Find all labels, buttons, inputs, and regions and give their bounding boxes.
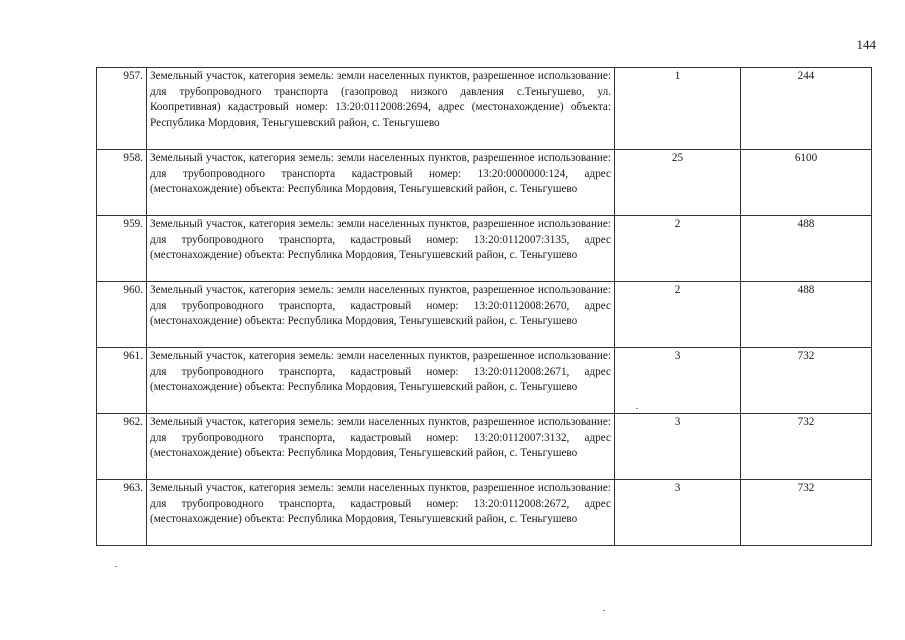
row-description: Земельный участок, категория земель: земли населенных пунктов, разрешенное использование: для трубопроводного транспорта, кадастровый номер: 13:20:0112008:2671, адрес (местонахождение) объекта: Республика Мордовия, Теньгушевский район, с. Теньгушево [147,348,615,414]
row-number: 958. [97,150,147,216]
row-number: 962. [97,414,147,480]
table-row [97,348,872,414]
row-description: Земельный участок, категория земель: земли населенных пунктов, разрешенное использование: для трубопроводного транспорта кадастровый номер: 13:20:0000000:124, адрес (местонахождение) объекта: Республика Мордовия, Теньгушевский район, с. Теньгушево [147,150,615,216]
table-row [97,150,872,216]
scan-speck [603,610,605,611]
row-area: 488 [741,282,872,348]
row-quantity: 25 [615,150,741,216]
row-description: Земельный участок, категория земель: земли населенных пунктов, разрешенное использование: для трубопроводного транспорта, кадастровый номер: 13:20:0112007:3135, адрес (местонахождение) объекта: Республика Мордовия, Теньгушевский район, с. Теньгушево [147,216,615,282]
row-quantity: 3 [615,480,741,546]
row-description: Земельный участок, категория земель: земли населенных пунктов, разрешенное использование: для трубопроводного транспорта, кадастровый номер: 13:20:0112007:3132, адрес (местонахождение) объекта: Республика Мордовия, Теньгушевский район, с. Теньгушево [147,414,615,480]
row-quantity: 2 [615,216,741,282]
row-description: Земельный участок, категория земель: земли населенных пунктов, разрешенное использование: для трубопроводного транспорта, кадастровый номер: 13:20:0112008:2670, адрес (местонахождение) объекта: Республика Мордовия, Теньгушевский район, с. Теньгушево [147,282,615,348]
row-number: 957. [97,68,147,150]
row-description: Земельный участок, категория земель: земли населенных пунктов, разрешенное использование: для трубопроводного транспорта (газопровод низкого давления с.Теньгушево, ул. Коопретивная) кадастровый номер: 13:20:0112008:2694, адрес (местонахождение) объекта: Республика Мордовия, Теньгушевский район, с. Теньгушево [147,68,615,150]
table-row [97,414,872,480]
row-quantity: 3 [615,414,741,480]
row-quantity: 2 [615,282,741,348]
row-area: 732 [741,348,872,414]
row-area: 6100 [741,150,872,216]
land-plot-table [96,67,872,546]
scan-speck [636,408,638,409]
row-number: 961. [97,348,147,414]
scan-speck [115,566,117,567]
row-quantity: 3 [615,348,741,414]
table-row [97,68,872,150]
row-description: Земельный участок, категория земель: земли населенных пунктов, разрешенное использование: для трубопроводного транспорта, кадастровый номер: 13:20:0112008:2672, адрес (местонахождение) объекта: Республика Мордовия, Теньгушевский район, с. Теньгушево [147,480,615,546]
row-number: 960. [97,282,147,348]
table-row [97,480,872,546]
row-quantity: 1 [615,68,741,150]
row-number: 963. [97,480,147,546]
table-row [97,216,872,282]
row-area: 488 [741,216,872,282]
row-number: 959. [97,216,147,282]
row-area: 244 [741,68,872,150]
row-area: 732 [741,414,872,480]
table-row [97,282,872,348]
row-area: 732 [741,480,872,546]
page-number: 144 [856,37,876,52]
